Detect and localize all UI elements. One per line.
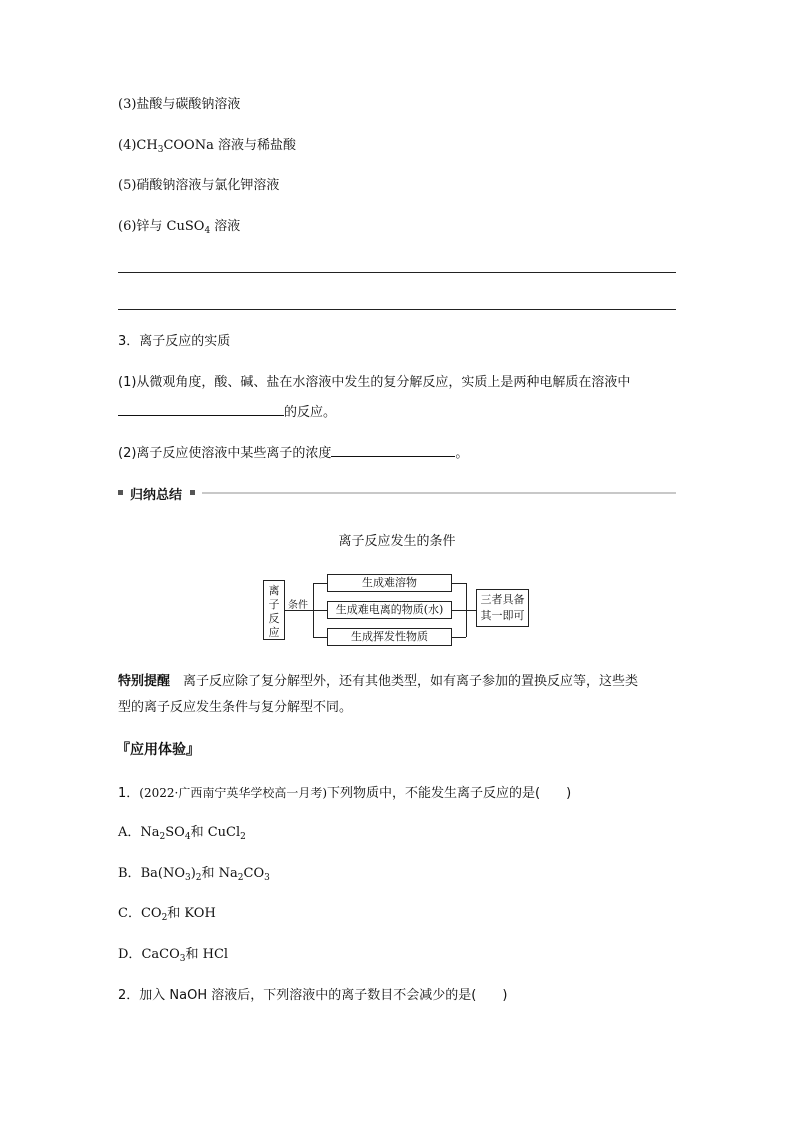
special-note-line-1: 特别提醒 离子反应除了复分解型外，还有其他类型，如有离子参加的置换反应等，这些类: [118, 674, 639, 689]
paragraph-1-line-1: (1)从微观角度，酸、碱、盐在水溶液中发生的复分解反应，实质上是两种电解质在溶液中: [118, 375, 631, 390]
question-1: 1．(2022·广西南宁英华学校高一月考)下列物质中，不能发生离子反应的是( ): [118, 786, 572, 801]
right-box: 三者具备 其一即可: [476, 589, 529, 627]
paragraph-2: (2)离子反应使溶液中某些离子的浓度 。: [118, 442, 468, 463]
option-c: C．$CO_2$和 KOH: [118, 906, 216, 923]
item-4: $(4)CH_3COONa$ 溶液与稀盐酸: [118, 138, 296, 155]
square-bullet-icon: [190, 490, 195, 495]
diagram-title: 离子反应发生的条件: [338, 534, 456, 549]
condition-box: 生成难电离的物质(水): [327, 601, 452, 619]
condition-box: 生成难溶物: [327, 574, 452, 592]
item-5: (5)硝酸钠溶液与氯化钾溶液: [118, 178, 280, 193]
fill-blank: [118, 401, 284, 416]
divider: [202, 492, 676, 494]
fill-blank: [331, 442, 455, 457]
summary-header: 归纳总结: [118, 484, 676, 502]
connector-label: 条件: [288, 600, 308, 611]
section-heading: 3．离子反应的实质: [118, 334, 231, 349]
item-6: (6)锌与 CuSO$_4$ 溶液: [118, 219, 241, 236]
option-b: B．$Ba(NO_3)_2$和 $Na_2CO_3$: [118, 866, 270, 883]
answer-line: [118, 272, 676, 273]
special-note-line-2: 型的离子反应发生条件与复分解型不同。: [118, 700, 353, 715]
square-bullet-icon: [118, 490, 123, 495]
option-d: D．CaCO$_3$和 HCl: [118, 947, 229, 964]
question-2: 2．加入 NaOH 溶液后，下列溶液中的离子数目不会减少的是( ): [118, 988, 508, 1003]
condition-box: 生成挥发性物质: [327, 628, 452, 646]
paragraph-1-line-2: 的反应。: [118, 401, 336, 422]
practice-heading: 『应用体验』: [116, 742, 200, 758]
option-a: A．$Na_2SO_4$和 CuCl$_2$: [118, 825, 246, 842]
left-box: 离子反应: [263, 580, 285, 640]
answer-line: [118, 309, 676, 310]
item-3: (3)盐酸与碳酸钠溶液: [118, 97, 241, 112]
